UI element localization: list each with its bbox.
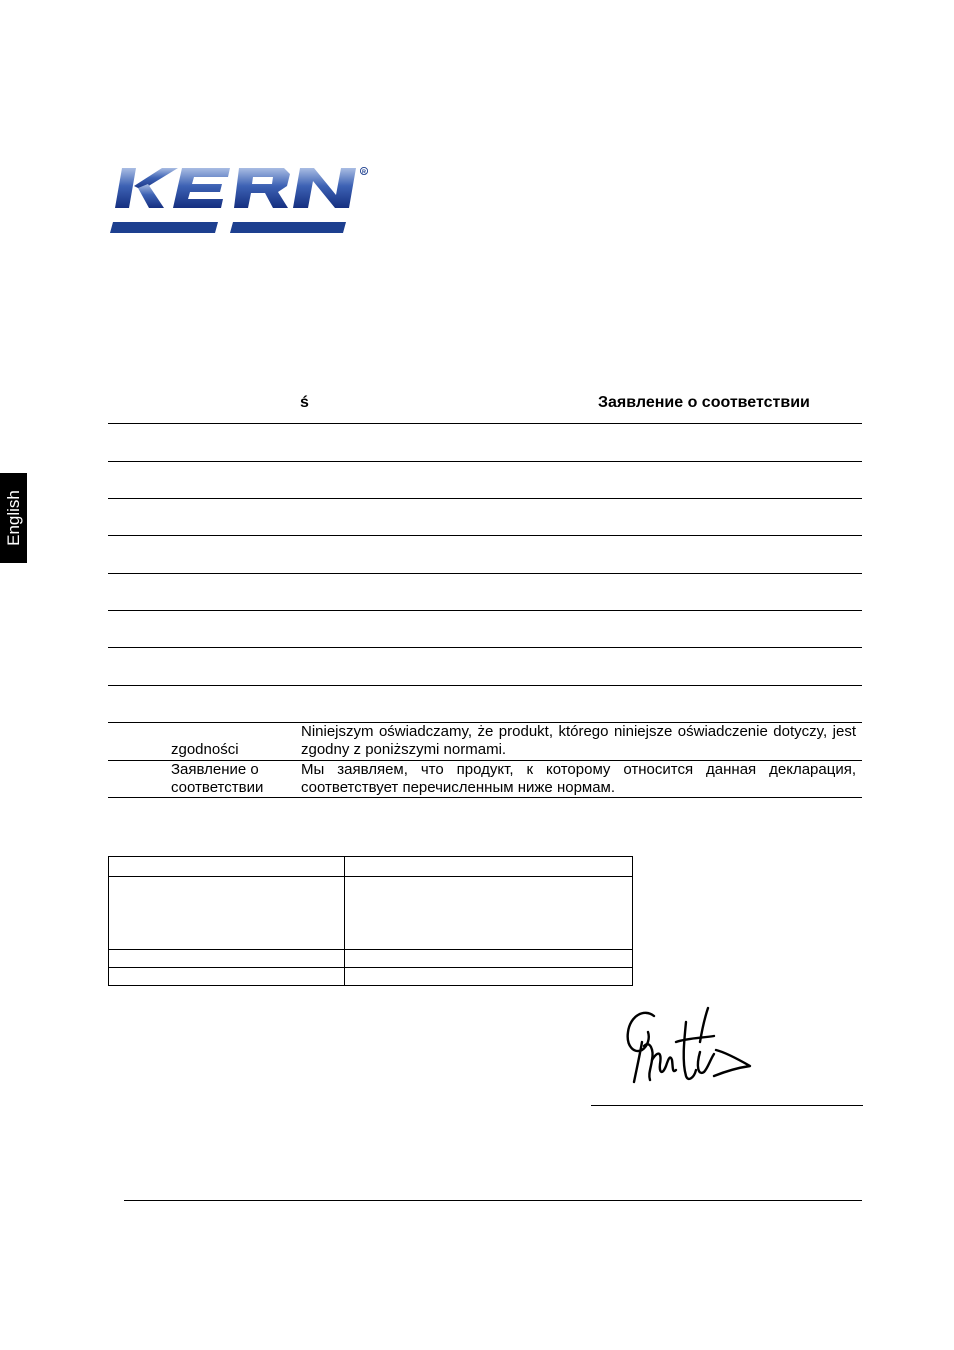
standards-table-row bbox=[109, 877, 633, 950]
standards-table-cell bbox=[109, 950, 345, 968]
handwritten-signature-icon bbox=[624, 1002, 754, 1090]
standards-table-cell bbox=[345, 950, 633, 968]
kern-logo bbox=[108, 162, 372, 238]
language-tab-label: English bbox=[3, 490, 23, 546]
standards-table-cell bbox=[109, 968, 345, 986]
row-divider bbox=[108, 685, 862, 686]
language-tab bbox=[0, 473, 27, 563]
row-divider bbox=[108, 535, 862, 536]
row-divider bbox=[108, 647, 862, 648]
row-divider bbox=[108, 498, 862, 499]
declaration-text-polish: Niniejszym oświadczamy, że produkt, którego niniejsze oświadczenie dotyczy, jest zgodny z poniższymi normami. bbox=[301, 723, 856, 758]
row-divider bbox=[108, 610, 862, 611]
standards-table-row bbox=[109, 968, 633, 986]
svg-text:R: R bbox=[362, 169, 366, 176]
row-divider bbox=[108, 797, 862, 798]
heading-russian: Заявление о соответствии bbox=[598, 394, 810, 411]
heading-polish-fragment: ś bbox=[300, 394, 309, 411]
declaration-language-label-polish: zgodności bbox=[171, 741, 239, 758]
standards-table-row bbox=[109, 950, 633, 968]
declaration-language-label-russian: Заявление о соответствии bbox=[171, 761, 264, 796]
standards-table-cell bbox=[345, 857, 633, 877]
standards-table-cell bbox=[109, 857, 345, 877]
signature-line bbox=[591, 1105, 863, 1106]
standards-table-cell bbox=[345, 877, 633, 950]
declaration-text-russian: Мы заявляем, что продукт, к которому относится данная декларация, соответствует перечисленным ниже нормам. bbox=[301, 761, 856, 796]
row-divider bbox=[108, 423, 862, 424]
standards-table-cell bbox=[109, 877, 345, 950]
standards-table-header-row bbox=[109, 857, 633, 877]
footer-divider bbox=[124, 1200, 862, 1201]
row-divider bbox=[108, 461, 862, 462]
standards-table-cell bbox=[345, 968, 633, 986]
row-divider bbox=[108, 573, 862, 574]
standards-table bbox=[108, 856, 633, 986]
